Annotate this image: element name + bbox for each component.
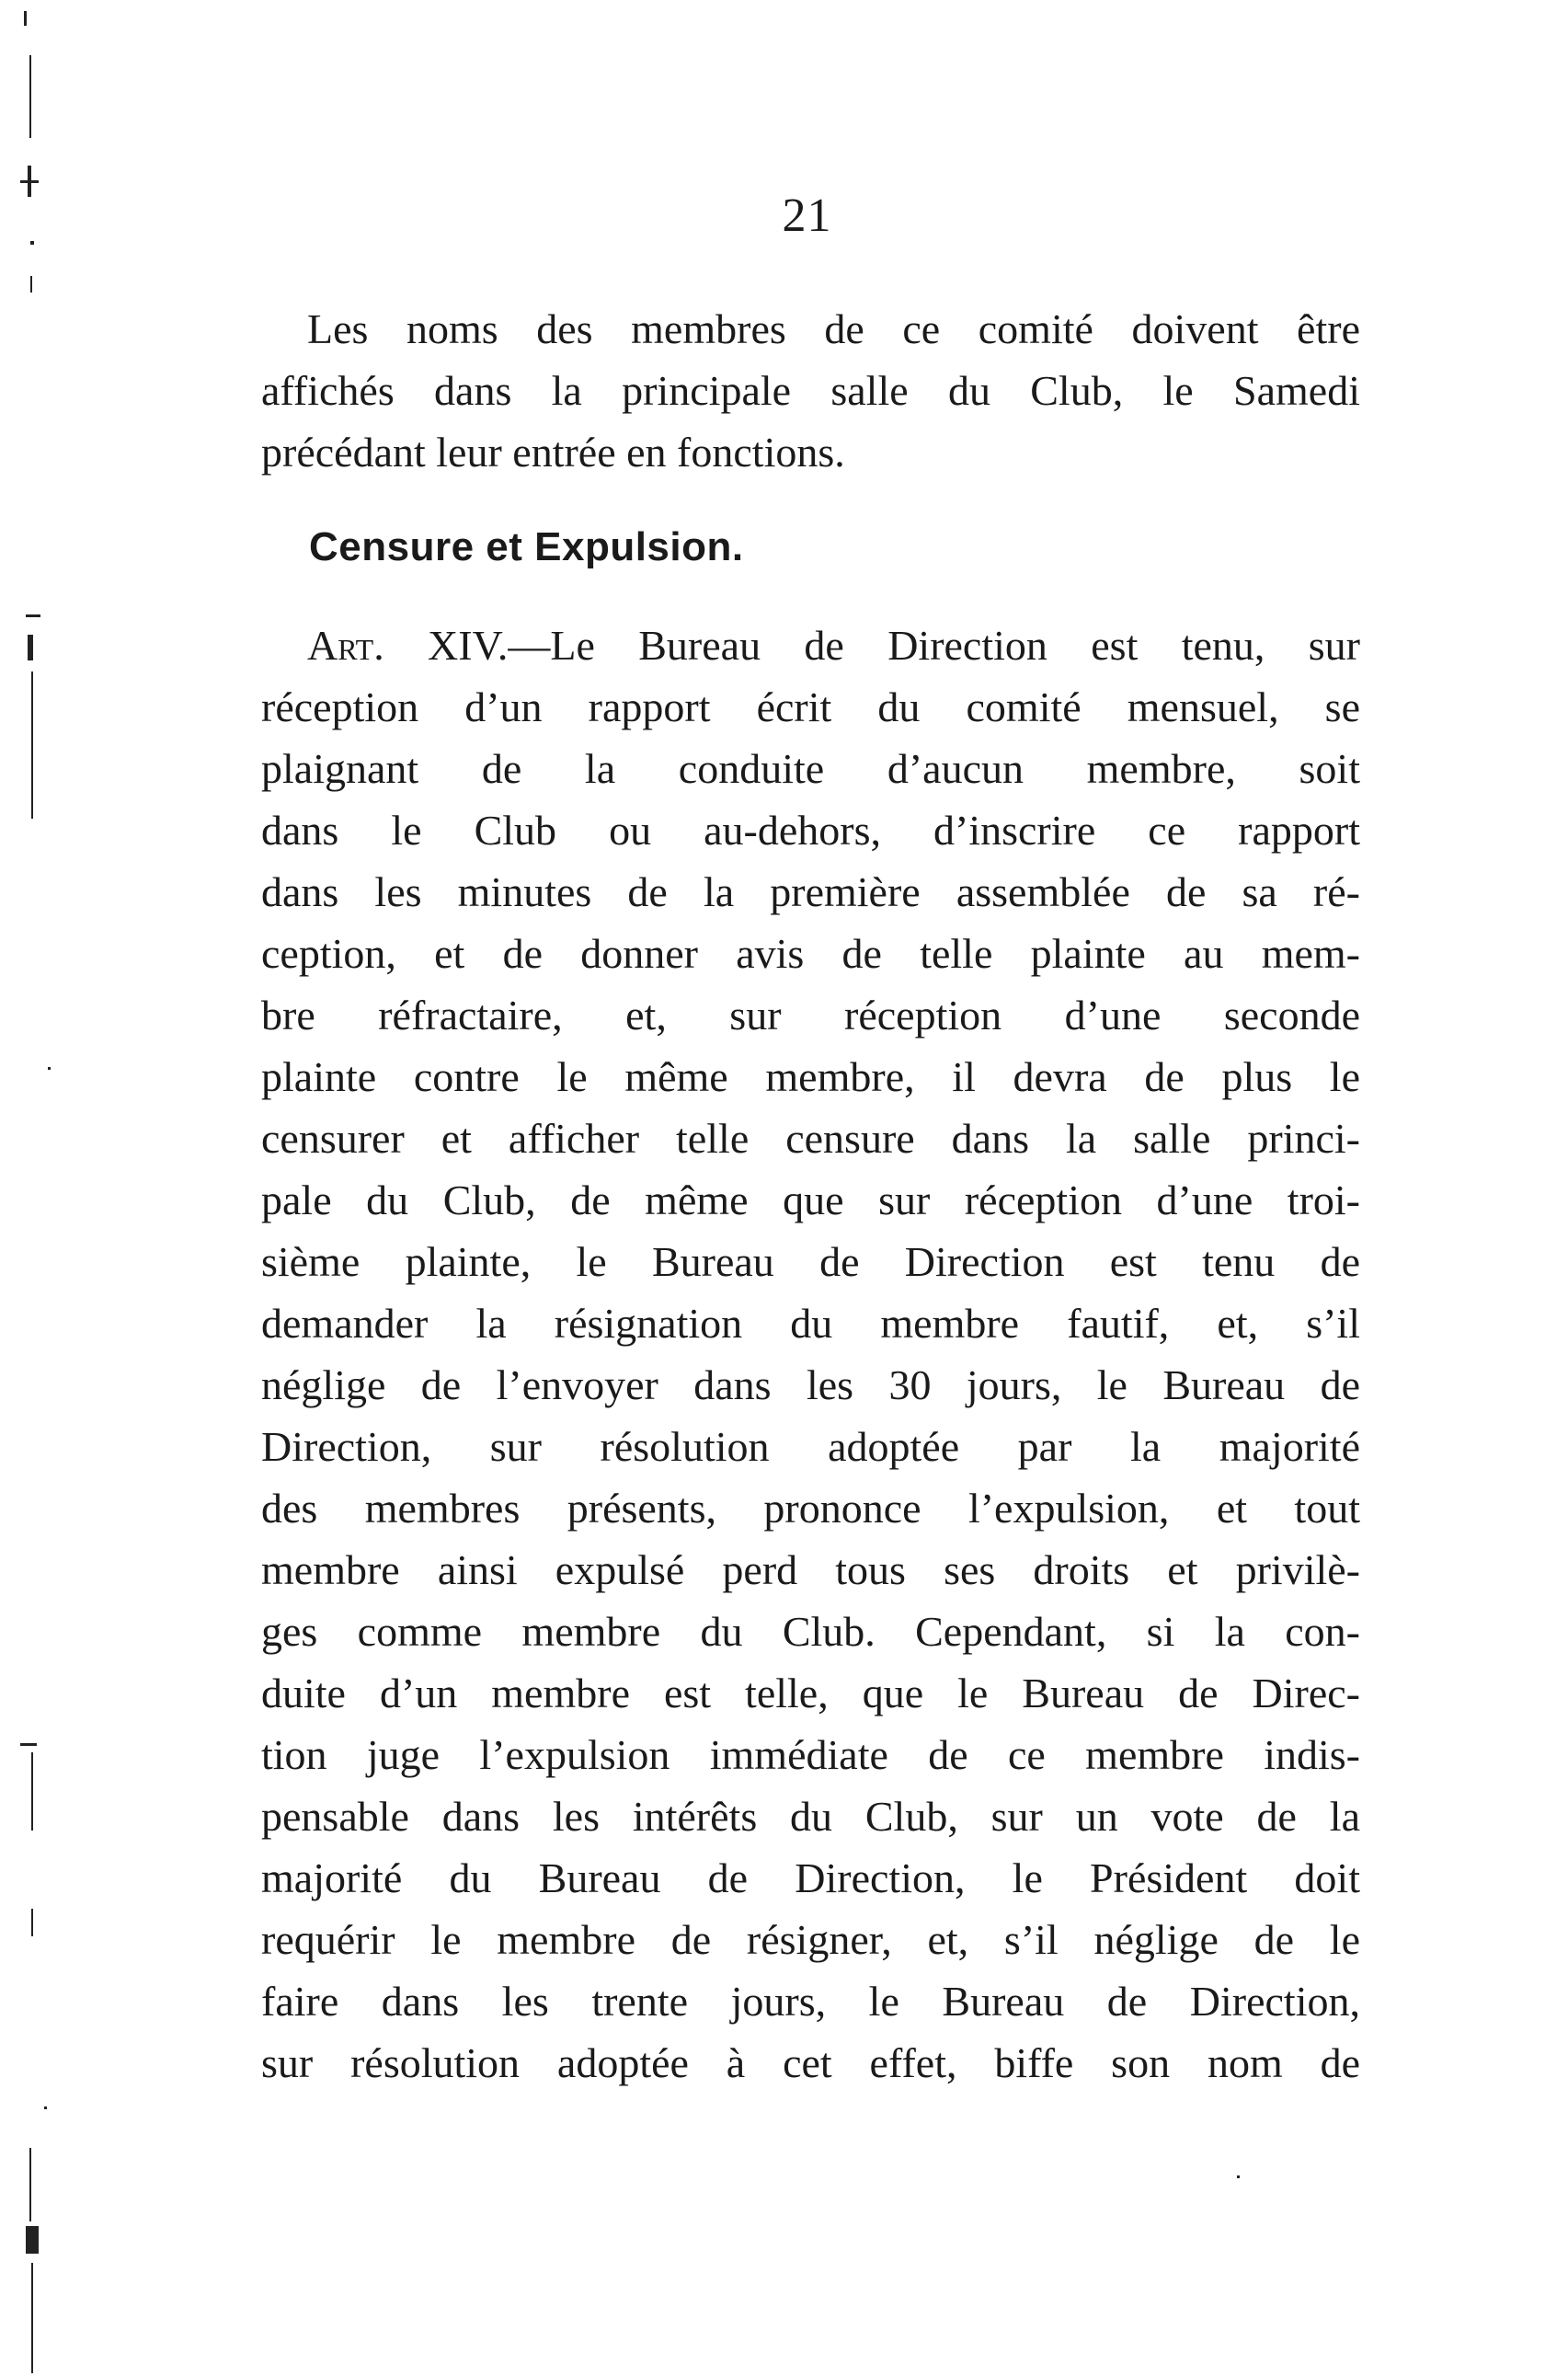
article-label: Art. XIV. (307, 622, 509, 669)
text-line: sur résolution adoptée à cet effet, biffe son nom de (261, 2039, 1360, 2086)
paragraph-committee-names (261, 298, 1360, 483)
text-line: tion juge l’expulsion immédiate de ce membre indis- (261, 1731, 1360, 1778)
text-line: pale du Club, de même que sur réception d’une troi- (261, 1177, 1360, 1223)
article-xiv (261, 614, 1360, 2094)
text-line: affichés dans la principale salle du Club, le Samedi (261, 367, 1360, 414)
text-line: précédant leur entrée en fonctions. (261, 429, 845, 476)
text-line: des membres présents, prononce l’expulsion, et tout (261, 1485, 1360, 1532)
text-line: requérir le membre de résigner, et, s’il néglige de le (261, 1916, 1360, 1963)
text-line: demander la résignation du membre fautif, et, s’il (261, 1300, 1360, 1347)
text-line: réception d’un rapport écrit du comité mensuel, se (261, 683, 1360, 730)
scan-margin-marks (0, 0, 74, 2376)
article-first-line-text: —Le Bureau de Direction est tenu, sur (508, 622, 1360, 669)
section-heading: Censure et Expulsion. (309, 524, 744, 569)
text-line: faire dans les trente jours, le Bureau de Direction, (261, 1978, 1360, 2025)
text-line: ges comme membre du Club. Cependant, si la con- (261, 1608, 1360, 1655)
text-line: dans les minutes de la première assemblée de sa ré- (261, 868, 1360, 915)
text-line: plaignant de la conduite d’aucun membre, soit (261, 745, 1360, 792)
text-line: sième plainte, le Bureau de Direction est tenu de (261, 1238, 1360, 1285)
text-line: censurer et afficher telle censure dans la salle princi- (261, 1115, 1360, 1162)
text-line: néglige de l’envoyer dans les 30 jours, le Bureau de (261, 1361, 1360, 1408)
text-line: duite d’un membre est telle, que le Bureau de Direc- (261, 1670, 1360, 1716)
text-line: membre ainsi expulsé perd tous ses droits et privilè- (261, 1546, 1360, 1593)
text-line: pensable dans les intérêts du Club, sur un vote de la (261, 1793, 1360, 1840)
article-first-line (261, 614, 1360, 676)
text-line: Les noms des membres de ce comité doivent être (307, 305, 1360, 352)
text-line: majorité du Bureau de Direction, le Président doit (261, 1854, 1360, 1901)
text-line: dans le Club ou au-dehors, d’inscrire ce rapport (261, 807, 1360, 854)
text-line: plainte contre le même membre, il devra de plus le (261, 1053, 1360, 1100)
text-line: ception, et de donner avis de telle plainte au mem- (261, 930, 1360, 977)
page-number: 21 (782, 189, 832, 242)
text-line: bre réfractaire, et, sur réception d’une seconde (261, 992, 1360, 1039)
text-line: Direction, sur résolution adoptée par la majorité (261, 1423, 1360, 1470)
